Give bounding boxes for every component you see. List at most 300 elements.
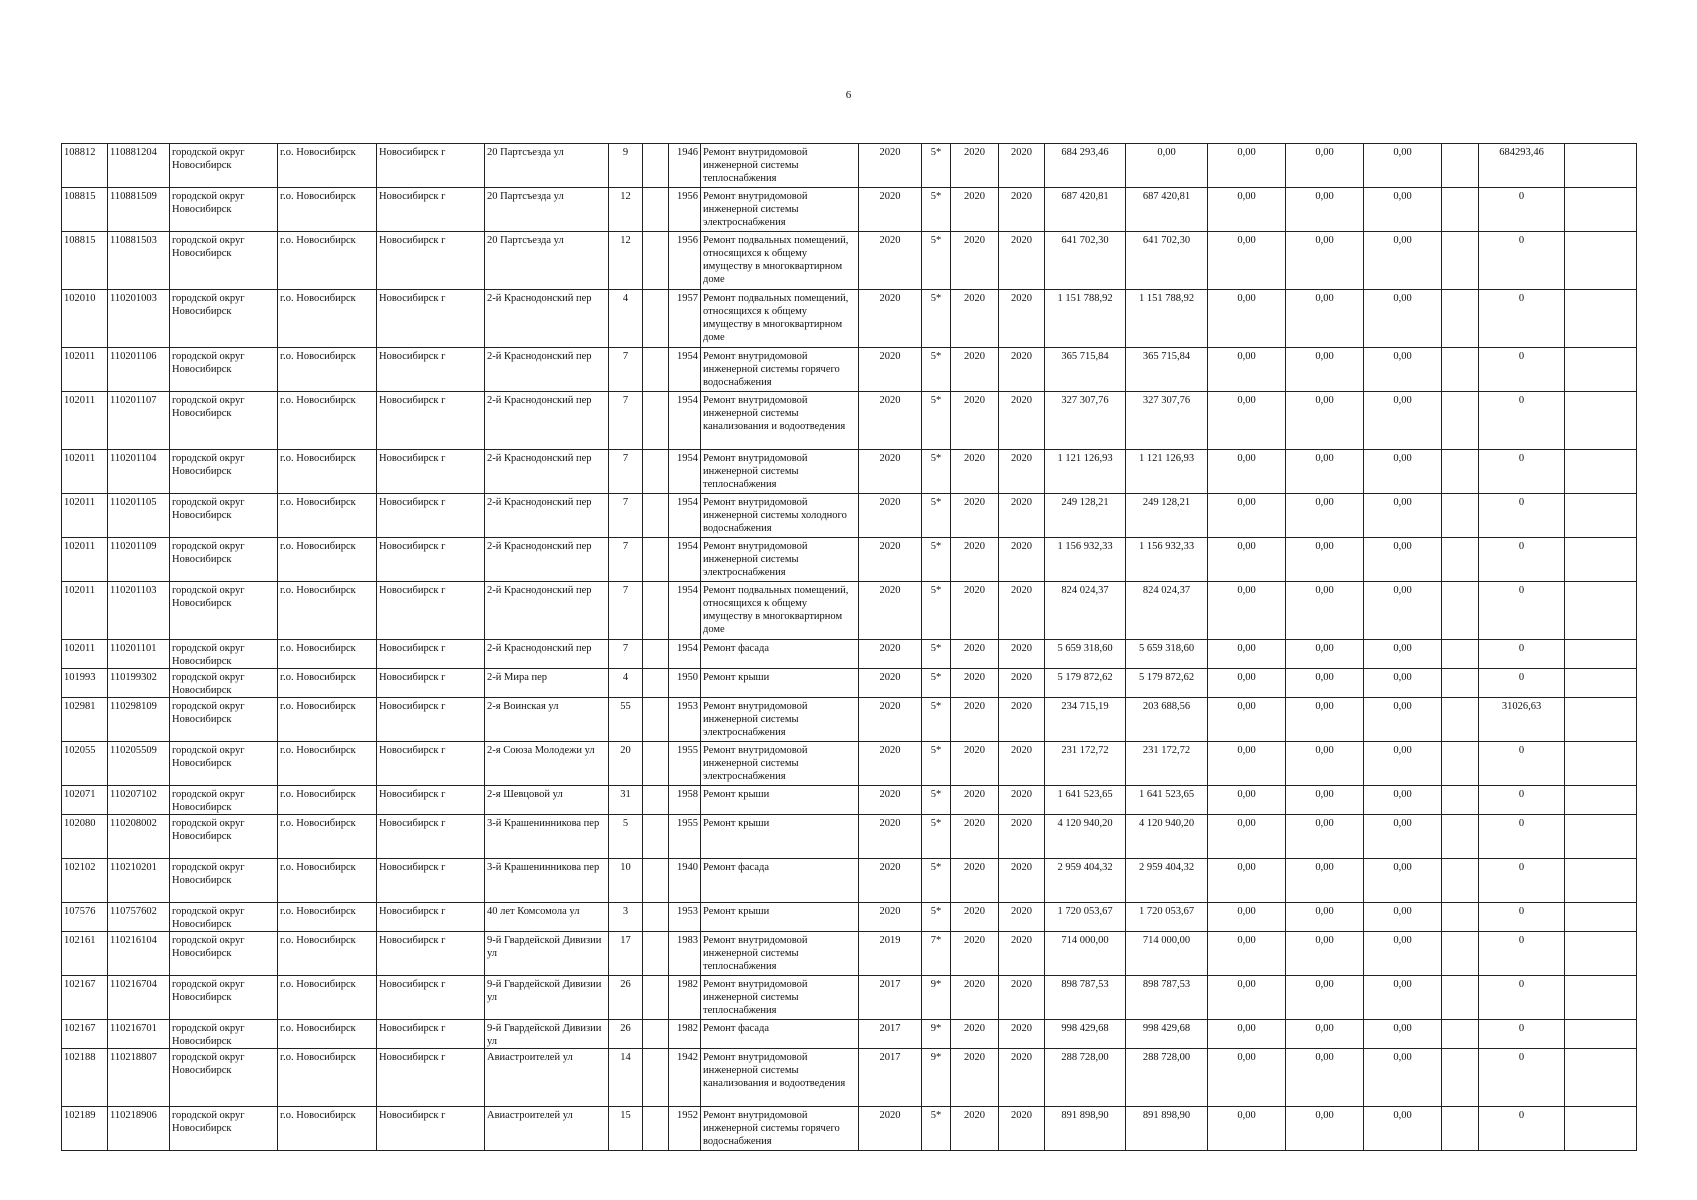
cell-extra-col: [1442, 392, 1479, 450]
cell-empty-col: [1565, 976, 1637, 1020]
cell-total-cost: 1 720 053,67: [1045, 903, 1126, 932]
table-row: [62, 669, 1637, 698]
cell-total-cost: 1 121 126,93: [1045, 450, 1126, 494]
cell-total-cost: 365 715,84: [1045, 348, 1126, 392]
cell-work-id: 110218906: [108, 1107, 170, 1151]
cell-work-type: Ремонт внутридомовой инженерной системы холодного водоснабжения: [701, 494, 859, 538]
cell-note-mark: 5*: [922, 742, 951, 786]
cell-fund-cost: 1 121 126,93: [1126, 450, 1208, 494]
cell-owner-cost: 0: [1479, 903, 1565, 932]
cell-settlement: Новосибирск г: [377, 188, 485, 232]
cell-work-id: 110208002: [108, 815, 170, 859]
cell-note-mark: 5*: [922, 669, 951, 698]
cell-extra-col: [1442, 742, 1479, 786]
table-row: [62, 232, 1637, 290]
cell-start-year: 2020: [951, 1020, 999, 1049]
cell-regional-cost: 0,00: [1286, 494, 1364, 538]
cell-fund-cost: 327 307,76: [1126, 392, 1208, 450]
cell-street: 9-й Гвардейской Дивизии ул: [485, 976, 609, 1020]
cell-total-cost: 327 307,76: [1045, 392, 1126, 450]
cell-municipality: городской округ Новосибирск: [170, 669, 278, 698]
cell-house-number: 7: [609, 348, 643, 392]
cell-district: г.о. Новосибирск: [278, 290, 377, 348]
cell-start-year: 2020: [951, 932, 999, 976]
cell-house-number: 26: [609, 1020, 643, 1049]
cell-planned-year: 2020: [859, 1107, 922, 1151]
cell-settlement: Новосибирск г: [377, 1107, 485, 1151]
cell-empty-col: [1565, 1107, 1637, 1151]
cell-planned-year: 2020: [859, 669, 922, 698]
cell-planned-year: 2020: [859, 903, 922, 932]
cell-fund-cost: 998 429,68: [1126, 1020, 1208, 1049]
table-row: [62, 903, 1637, 932]
cell-regional-cost: 0,00: [1286, 859, 1364, 903]
cell-work-id: 110201103: [108, 582, 170, 640]
cell-empty-col: [1565, 932, 1637, 976]
cell-owner-cost: 0: [1479, 742, 1565, 786]
cell-municipality: городской округ Новосибирск: [170, 742, 278, 786]
cell-house-number: 15: [609, 1107, 643, 1151]
cell-building: [643, 742, 669, 786]
cell-regional-cost: 0,00: [1286, 582, 1364, 640]
cell-regional-cost: 0,00: [1286, 815, 1364, 859]
cell-start-year: 2020: [951, 494, 999, 538]
cell-extra-col: [1442, 494, 1479, 538]
cell-planned-year: 2017: [859, 1020, 922, 1049]
cell-year-built: 1940: [669, 859, 701, 903]
cell-owner-cost: 0: [1479, 859, 1565, 903]
cell-planned-year: 2020: [859, 188, 922, 232]
cell-municipality: городской округ Новосибирск: [170, 450, 278, 494]
cell-municipality: городской округ Новосибирск: [170, 1107, 278, 1151]
cell-house-id: 102011: [62, 640, 108, 669]
cell-year-built: 1957: [669, 290, 701, 348]
cell-local-cost: 0,00: [1364, 290, 1442, 348]
cell-extra-col: [1442, 859, 1479, 903]
cell-end-year: 2020: [999, 640, 1045, 669]
cell-end-year: 2020: [999, 582, 1045, 640]
cell-end-year: 2020: [999, 450, 1045, 494]
cell-owner-cost: 0: [1479, 188, 1565, 232]
cell-year-built: 1982: [669, 1020, 701, 1049]
cell-work-id: 110201105: [108, 494, 170, 538]
cell-house-number: 7: [609, 450, 643, 494]
cell-regional-cost: 0,00: [1286, 1049, 1364, 1107]
cell-end-year: 2020: [999, 786, 1045, 815]
cell-fund-cost: 231 172,72: [1126, 742, 1208, 786]
cell-fund-cost: 0,00: [1126, 144, 1208, 188]
cell-start-year: 2020: [951, 976, 999, 1020]
cell-fund-cost: 1 156 932,33: [1126, 538, 1208, 582]
cell-street: 2-я Шевцовой ул: [485, 786, 609, 815]
cell-district: г.о. Новосибирск: [278, 450, 377, 494]
cell-year-built: 1955: [669, 742, 701, 786]
cell-total-cost: 2 959 404,32: [1045, 859, 1126, 903]
cell-municipality: городской округ Новосибирск: [170, 1020, 278, 1049]
cell-year-built: 1954: [669, 640, 701, 669]
cell-building: [643, 392, 669, 450]
cell-house-id: 108815: [62, 188, 108, 232]
cell-fund-cost: 1 720 053,67: [1126, 903, 1208, 932]
cell-start-year: 2020: [951, 188, 999, 232]
cell-fund-cost: 4 120 940,20: [1126, 815, 1208, 859]
cell-total-cost: 998 429,68: [1045, 1020, 1126, 1049]
cell-empty-col: [1565, 450, 1637, 494]
cell-work-id: 110216701: [108, 1020, 170, 1049]
cell-work-id: 110210201: [108, 859, 170, 903]
cell-fund-cost: 898 787,53: [1126, 976, 1208, 1020]
cell-start-year: 2020: [951, 538, 999, 582]
cell-house-id: 102011: [62, 582, 108, 640]
table-row: [62, 698, 1637, 742]
cell-building: [643, 815, 669, 859]
cell-empty-col: [1565, 669, 1637, 698]
cell-extra-col: [1442, 290, 1479, 348]
cell-start-year: 2020: [951, 859, 999, 903]
cell-district: г.о. Новосибирск: [278, 392, 377, 450]
cell-end-year: 2020: [999, 348, 1045, 392]
table-row: [62, 582, 1637, 640]
cell-note-mark: 9*: [922, 976, 951, 1020]
cell-note-mark: 7*: [922, 932, 951, 976]
cell-municipality: городской округ Новосибирск: [170, 392, 278, 450]
cell-settlement: Новосибирск г: [377, 640, 485, 669]
cell-house-id: 102055: [62, 742, 108, 786]
cell-work-id: 110199302: [108, 669, 170, 698]
cell-note-mark: 5*: [922, 538, 951, 582]
cell-house-number: 5: [609, 815, 643, 859]
page-number: 6: [845, 89, 852, 101]
cell-settlement: Новосибирск г: [377, 698, 485, 742]
cell-year-built: 1953: [669, 903, 701, 932]
cell-fund-cost: 824 024,37: [1126, 582, 1208, 640]
cell-work-type: Ремонт фасада: [701, 640, 859, 669]
cell-empty-col: [1565, 232, 1637, 290]
cell-work-id: 110881509: [108, 188, 170, 232]
cell-planned-year: 2020: [859, 232, 922, 290]
table-row: [62, 348, 1637, 392]
cell-settlement: Новосибирск г: [377, 450, 485, 494]
cell-settlement: Новосибирск г: [377, 392, 485, 450]
table-body: [62, 144, 1637, 1151]
cell-fund-cost: 714 000,00: [1126, 932, 1208, 976]
cell-local-cost: 0,00: [1364, 1049, 1442, 1107]
cell-total-cost: 234 715,19: [1045, 698, 1126, 742]
cell-work-type: Ремонт крыши: [701, 815, 859, 859]
cell-regional-cost: 0,00: [1286, 698, 1364, 742]
cell-start-year: 2020: [951, 450, 999, 494]
cell-settlement: Новосибирск г: [377, 903, 485, 932]
cell-end-year: 2020: [999, 494, 1045, 538]
cell-work-id: 110205509: [108, 742, 170, 786]
cell-federal-cost: 0,00: [1208, 932, 1286, 976]
cell-work-type: Ремонт подвальных помещений, относящихся к общему имуществу в многоквартирном доме: [701, 290, 859, 348]
cell-house-id: 102011: [62, 348, 108, 392]
cell-year-built: 1954: [669, 538, 701, 582]
cell-owner-cost: 0: [1479, 450, 1565, 494]
cell-federal-cost: 0,00: [1208, 786, 1286, 815]
cell-empty-col: [1565, 1020, 1637, 1049]
cell-end-year: 2020: [999, 1049, 1045, 1107]
cell-street: 3-й Крашенинникова пер: [485, 815, 609, 859]
table-row: [62, 188, 1637, 232]
cell-fund-cost: 2 959 404,32: [1126, 859, 1208, 903]
cell-start-year: 2020: [951, 290, 999, 348]
cell-district: г.о. Новосибирск: [278, 538, 377, 582]
cell-settlement: Новосибирск г: [377, 232, 485, 290]
cell-district: г.о. Новосибирск: [278, 976, 377, 1020]
cell-end-year: 2020: [999, 232, 1045, 290]
cell-start-year: 2020: [951, 582, 999, 640]
cell-work-type: Ремонт фасада: [701, 1020, 859, 1049]
cell-total-cost: 231 172,72: [1045, 742, 1126, 786]
cell-work-id: 110298109: [108, 698, 170, 742]
cell-house-number: 17: [609, 932, 643, 976]
cell-year-built: 1954: [669, 450, 701, 494]
cell-municipality: городской округ Новосибирск: [170, 582, 278, 640]
cell-total-cost: 5 659 318,60: [1045, 640, 1126, 669]
cell-settlement: Новосибирск г: [377, 144, 485, 188]
cell-local-cost: 0,00: [1364, 932, 1442, 976]
cell-municipality: городской округ Новосибирск: [170, 232, 278, 290]
cell-total-cost: 4 120 940,20: [1045, 815, 1126, 859]
cell-federal-cost: 0,00: [1208, 1107, 1286, 1151]
cell-regional-cost: 0,00: [1286, 932, 1364, 976]
cell-building: [643, 932, 669, 976]
cell-street: 2-й Краснодонский пер: [485, 582, 609, 640]
cell-municipality: городской округ Новосибирск: [170, 538, 278, 582]
cell-extra-col: [1442, 786, 1479, 815]
cell-municipality: городской округ Новосибирск: [170, 976, 278, 1020]
cell-federal-cost: 0,00: [1208, 640, 1286, 669]
cell-building: [643, 1020, 669, 1049]
cell-empty-col: [1565, 348, 1637, 392]
cell-work-type: Ремонт внутридомовой инженерной системы электроснабжения: [701, 188, 859, 232]
cell-federal-cost: 0,00: [1208, 1049, 1286, 1107]
cell-regional-cost: 0,00: [1286, 903, 1364, 932]
cell-start-year: 2020: [951, 1049, 999, 1107]
cell-settlement: Новосибирск г: [377, 538, 485, 582]
cell-municipality: городской округ Новосибирск: [170, 786, 278, 815]
cell-work-id: 110881503: [108, 232, 170, 290]
cell-settlement: Новосибирск г: [377, 582, 485, 640]
cell-year-built: 1954: [669, 494, 701, 538]
cell-total-cost: 1 641 523,65: [1045, 786, 1126, 815]
cell-settlement: Новосибирск г: [377, 290, 485, 348]
cell-building: [643, 188, 669, 232]
cell-regional-cost: 0,00: [1286, 450, 1364, 494]
cell-year-built: 1942: [669, 1049, 701, 1107]
table-row: [62, 1020, 1637, 1049]
cell-regional-cost: 0,00: [1286, 188, 1364, 232]
cell-end-year: 2020: [999, 669, 1045, 698]
cell-work-type: Ремонт внутридомовой инженерной системы канализования и водоотведения: [701, 392, 859, 450]
cell-municipality: городской округ Новосибирск: [170, 903, 278, 932]
cell-extra-col: [1442, 1107, 1479, 1151]
cell-federal-cost: 0,00: [1208, 742, 1286, 786]
cell-owner-cost: 684293,46: [1479, 144, 1565, 188]
cell-total-cost: 1 156 932,33: [1045, 538, 1126, 582]
cell-federal-cost: 0,00: [1208, 859, 1286, 903]
cell-extra-col: [1442, 232, 1479, 290]
cell-local-cost: 0,00: [1364, 450, 1442, 494]
cell-federal-cost: 0,00: [1208, 144, 1286, 188]
cell-end-year: 2020: [999, 698, 1045, 742]
cell-empty-col: [1565, 786, 1637, 815]
cell-extra-col: [1442, 976, 1479, 1020]
cell-municipality: городской округ Новосибирск: [170, 1049, 278, 1107]
cell-street: 2-й Краснодонский пер: [485, 494, 609, 538]
cell-end-year: 2020: [999, 742, 1045, 786]
cell-local-cost: 0,00: [1364, 348, 1442, 392]
cell-settlement: Новосибирск г: [377, 859, 485, 903]
cell-start-year: 2020: [951, 903, 999, 932]
cell-total-cost: 684 293,46: [1045, 144, 1126, 188]
cell-municipality: городской округ Новосибирск: [170, 859, 278, 903]
cell-regional-cost: 0,00: [1286, 669, 1364, 698]
cell-house-number: 7: [609, 640, 643, 669]
cell-house-number: 55: [609, 698, 643, 742]
cell-work-id: 110201109: [108, 538, 170, 582]
cell-end-year: 2020: [999, 1020, 1045, 1049]
cell-total-cost: 898 787,53: [1045, 976, 1126, 1020]
cell-start-year: 2020: [951, 144, 999, 188]
cell-house-number: 7: [609, 392, 643, 450]
cell-house-id: 107576: [62, 903, 108, 932]
cell-street: 20 Партсъезда ул: [485, 232, 609, 290]
cell-note-mark: 5*: [922, 859, 951, 903]
cell-house-number: 31: [609, 786, 643, 815]
cell-house-id: 108815: [62, 232, 108, 290]
cell-house-id: 102981: [62, 698, 108, 742]
cell-note-mark: 5*: [922, 786, 951, 815]
cell-work-type: Ремонт внутридомовой инженерной системы горячего водоснабжения: [701, 348, 859, 392]
cell-owner-cost: 0: [1479, 1049, 1565, 1107]
cell-building: [643, 698, 669, 742]
cell-street: 2-я Союза Молодежи ул: [485, 742, 609, 786]
cell-end-year: 2020: [999, 815, 1045, 859]
cell-planned-year: 2020: [859, 494, 922, 538]
cell-start-year: 2020: [951, 348, 999, 392]
cell-planned-year: 2020: [859, 786, 922, 815]
cell-federal-cost: 0,00: [1208, 290, 1286, 348]
cell-regional-cost: 0,00: [1286, 1020, 1364, 1049]
table-row: [62, 1049, 1637, 1107]
cell-end-year: 2020: [999, 290, 1045, 348]
cell-planned-year: 2020: [859, 348, 922, 392]
cell-federal-cost: 0,00: [1208, 538, 1286, 582]
cell-district: г.о. Новосибирск: [278, 859, 377, 903]
cell-regional-cost: 0,00: [1286, 1107, 1364, 1151]
cell-street: 2-й Краснодонский пер: [485, 348, 609, 392]
cell-house-id: 102071: [62, 786, 108, 815]
cell-owner-cost: 0: [1479, 348, 1565, 392]
cell-district: г.о. Новосибирск: [278, 786, 377, 815]
cell-house-id: 102010: [62, 290, 108, 348]
cell-federal-cost: 0,00: [1208, 976, 1286, 1020]
cell-planned-year: 2020: [859, 290, 922, 348]
cell-total-cost: 687 420,81: [1045, 188, 1126, 232]
cell-house-id: 102080: [62, 815, 108, 859]
cell-street: Авиастроителей ул: [485, 1107, 609, 1151]
cell-house-number: 12: [609, 232, 643, 290]
table-row: [62, 640, 1637, 669]
cell-street: 2-я Воинская ул: [485, 698, 609, 742]
cell-note-mark: 5*: [922, 232, 951, 290]
cell-note-mark: 5*: [922, 290, 951, 348]
cell-local-cost: 0,00: [1364, 815, 1442, 859]
cell-owner-cost: 31026,63: [1479, 698, 1565, 742]
cell-building: [643, 290, 669, 348]
cell-owner-cost: 0: [1479, 232, 1565, 290]
cell-district: г.о. Новосибирск: [278, 1020, 377, 1049]
cell-street: 2-й Краснодонский пер: [485, 538, 609, 582]
cell-total-cost: 249 128,21: [1045, 494, 1126, 538]
table-row: [62, 859, 1637, 903]
cell-extra-col: [1442, 1020, 1479, 1049]
cell-regional-cost: 0,00: [1286, 976, 1364, 1020]
cell-owner-cost: 0: [1479, 815, 1565, 859]
cell-fund-cost: 641 702,30: [1126, 232, 1208, 290]
cell-work-type: Ремонт подвальных помещений, относящихся к общему имуществу в многоквартирном доме: [701, 582, 859, 640]
cell-federal-cost: 0,00: [1208, 1020, 1286, 1049]
cell-municipality: городской округ Новосибирск: [170, 144, 278, 188]
cell-owner-cost: 0: [1479, 1020, 1565, 1049]
cell-total-cost: 824 024,37: [1045, 582, 1126, 640]
cell-house-id: 102011: [62, 392, 108, 450]
cell-building: [643, 144, 669, 188]
cell-district: г.о. Новосибирск: [278, 494, 377, 538]
cell-federal-cost: 0,00: [1208, 392, 1286, 450]
cell-street: 2-й Краснодонский пер: [485, 290, 609, 348]
cell-year-built: 1958: [669, 786, 701, 815]
cell-extra-col: [1442, 903, 1479, 932]
cell-fund-cost: 365 715,84: [1126, 348, 1208, 392]
cell-local-cost: 0,00: [1364, 786, 1442, 815]
cell-note-mark: 9*: [922, 1049, 951, 1107]
cell-street: 2-й Краснодонский пер: [485, 450, 609, 494]
cell-building: [643, 582, 669, 640]
cell-owner-cost: 0: [1479, 976, 1565, 1020]
cell-empty-col: [1565, 1049, 1637, 1107]
cell-house-id: 102167: [62, 1020, 108, 1049]
cell-house-id: 102188: [62, 1049, 108, 1107]
cell-start-year: 2020: [951, 742, 999, 786]
cell-building: [643, 232, 669, 290]
cell-street: 40 лет Комсомола ул: [485, 903, 609, 932]
cell-building: [643, 494, 669, 538]
cell-district: г.о. Новосибирск: [278, 640, 377, 669]
cell-work-id: 110201101: [108, 640, 170, 669]
cell-house-number: 10: [609, 859, 643, 903]
cell-work-id: 110881204: [108, 144, 170, 188]
cell-municipality: городской округ Новосибирск: [170, 815, 278, 859]
cell-empty-col: [1565, 144, 1637, 188]
cell-work-type: Ремонт внутридомовой инженерной системы горячего водоснабжения: [701, 1107, 859, 1151]
cell-house-id: 102189: [62, 1107, 108, 1151]
cell-district: г.о. Новосибирск: [278, 1049, 377, 1107]
cell-federal-cost: 0,00: [1208, 582, 1286, 640]
table-row: [62, 1107, 1637, 1151]
cell-building: [643, 976, 669, 1020]
cell-district: г.о. Новосибирск: [278, 348, 377, 392]
cell-local-cost: 0,00: [1364, 582, 1442, 640]
cell-planned-year: 2020: [859, 698, 922, 742]
cell-note-mark: 5*: [922, 582, 951, 640]
cell-extra-col: [1442, 932, 1479, 976]
cell-extra-col: [1442, 348, 1479, 392]
table-row: [62, 144, 1637, 188]
